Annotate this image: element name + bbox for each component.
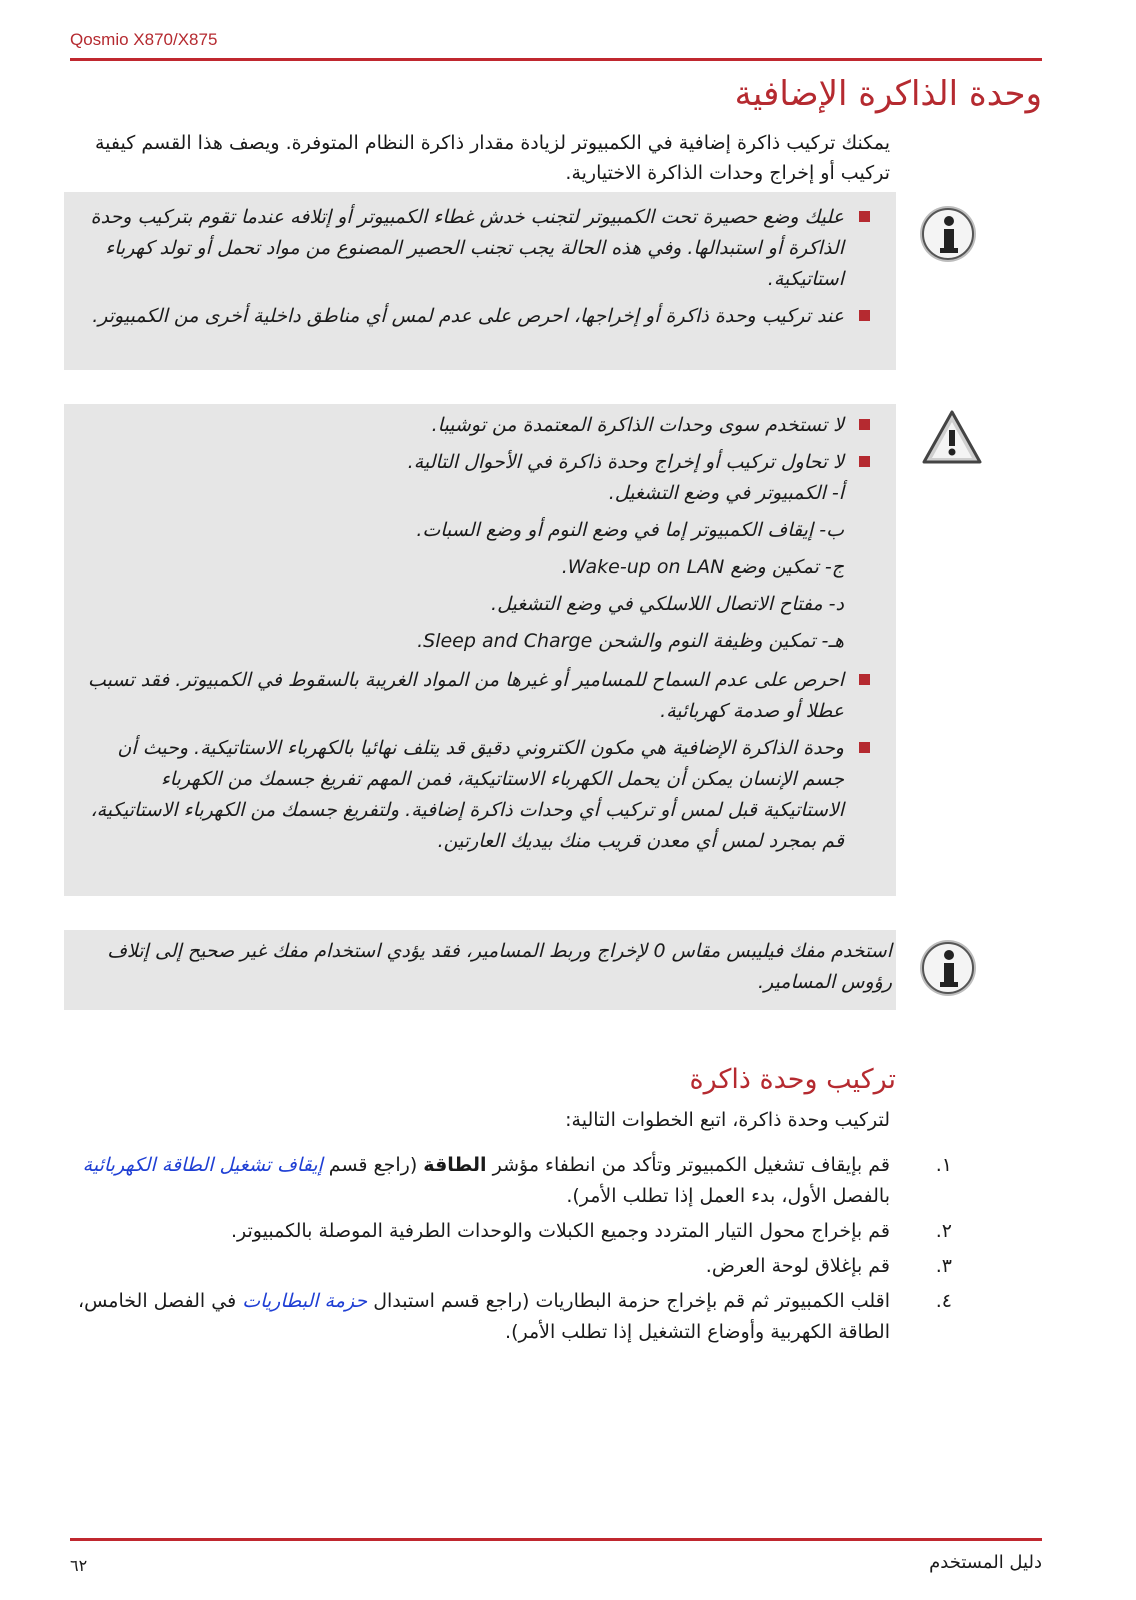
caution-bullet: احرص على عدم السماح للمسامير أو غيرها من المواد الغريبة بالسقوط في الكمبيوتر. فقد تسبب عطلا أو صدمة كهربائية. bbox=[74, 665, 844, 727]
page-number: ٦٢ bbox=[70, 1558, 88, 1575]
caution-sub-item: د- مفتاح الاتصال اللاسلكي في وضع التشغيل. bbox=[491, 593, 844, 615]
caution-sub-item: أ- الكمبيوتر في وضع التشغيل. bbox=[608, 482, 844, 504]
step-item: ١. قم بإيقاف تشغيل الكمبيوتر وتأكد من انطفاء مؤشر الطاقة (راجع قسم إيقاف تشغيل الطاقة الكهربائية بالفصل الأول، بدء العمل إذا تطلب الأمر). bbox=[82, 1154, 952, 1207]
note-bullet: عند تركيب وحدة ذاكرة أو إخراجها، احرص على عدم لمس أي مناطق داخلية أخرى من الكمبيوتر. bbox=[74, 301, 844, 332]
footer-rule bbox=[70, 1538, 1042, 1541]
caution-bullet: وحدة الذاكرة الإضافية هي مكون الكتروني دقيق قد يتلف نهائيا بالكهرباء الاستاتيكية. وحيث أن جسم الإنسان يمكن أن يحمل الكهرباء الاستاتيكية، فمن المهم تفريغ جسمك من الكهرباء الاستاتيكية قبل لمس أو تركيب أي وحدات ذاكرة إضافية. ولتفريغ جسمك من الكهرباء الاستاتيكية، قم بمجرد لمس أي معدن قريب منك بيديك العارتين. bbox=[74, 733, 844, 857]
steps-list bbox=[70, 1150, 952, 1352]
step-item: ٣. قم بإغلاق لوحة العرض. bbox=[705, 1255, 952, 1277]
note2-text: استخدم مفك فيليبس مقاس 0 لإخراج وربط المسامير، فقد يؤدي استخدام مفك غير صحيح إلى إتلاف رؤوس المسامير. bbox=[107, 940, 892, 993]
header-rule bbox=[70, 58, 1042, 61]
link-battery-pack[interactable]: حزمة البطاريات bbox=[242, 1290, 368, 1312]
step-item: ٤. اقلب الكمبيوتر ثم قم بإخراج حزمة البطاريات (راجع قسم استبدال حزمة البطاريات في الفصل الخامس، الطاقة الكهربية وأوضاع التشغيل إذا تطلب الأمر). bbox=[77, 1290, 952, 1343]
caution-bullet: لا تحاول تركيب أو إخراج وحدة ذاكرة في الأحوال التالية. bbox=[74, 447, 844, 478]
note2-text-wrap bbox=[74, 936, 892, 998]
info-note-box bbox=[64, 192, 896, 370]
steps-intro: لتركيب وحدة ذاكرة، اتبع الخطوات التالية: bbox=[565, 1109, 890, 1131]
caution-bullets bbox=[74, 410, 844, 857]
caution-sub-item: ج- تمكين وضع Wake-up on LAN. bbox=[561, 556, 844, 578]
caution-box bbox=[64, 404, 896, 896]
warning-icon bbox=[922, 408, 982, 468]
caution-sub-item: ب- إيقاف الكمبيوتر إما في وضع النوم أو وضع السبات. bbox=[416, 519, 844, 541]
page-title: وحدة الذاكرة الإضافية bbox=[734, 74, 1042, 114]
info-icon bbox=[918, 938, 978, 998]
header-model: Qosmio X870/X875 bbox=[70, 30, 218, 49]
intro-paragraph: يمكنك تركيب ذاكرة إضافية في الكمبيوتر لزيادة مقدار ذاكرة النظام المتوفرة. ويصف هذا القسم كيفية تركيب أو إخراج وحدات الذاكرة الاختيارية. bbox=[95, 132, 890, 184]
note-bullets bbox=[74, 202, 844, 332]
caution-sub-item: هـ- تمكين وظيفة النوم والشحن Sleep and Charge. bbox=[417, 630, 844, 652]
link-power-off[interactable]: إيقاف تشغيل الطاقة الكهربائية bbox=[82, 1154, 323, 1176]
section-title: تركيب وحدة ذاكرة bbox=[689, 1064, 896, 1095]
info-note-box-2 bbox=[64, 930, 896, 1010]
note-bullet: عليك وضع حصيرة تحت الكمبيوتر لتجنب خدش غطاء الكمبيوتر أو إتلافه عندما تقوم بتركيب وحدة الذاكرة أو استبدالها. وفي هذه الحالة يجب تجنب الحصير المصنوع من مواد تحمل أو تولد كهرباء استاتيكية. bbox=[74, 202, 844, 295]
step-item: ٢. قم بإخراج محول التيار المتردد وجميع الكبلات والوحدات الطرفية الموصلة بالكمبيوتر. bbox=[231, 1220, 952, 1242]
caution-bullet: لا تستخدم سوى وحدات الذاكرة المعتمدة من توشيبا. bbox=[74, 410, 844, 441]
info-icon bbox=[918, 204, 978, 264]
footer-manual-title: دليل المستخدم bbox=[929, 1552, 1042, 1573]
